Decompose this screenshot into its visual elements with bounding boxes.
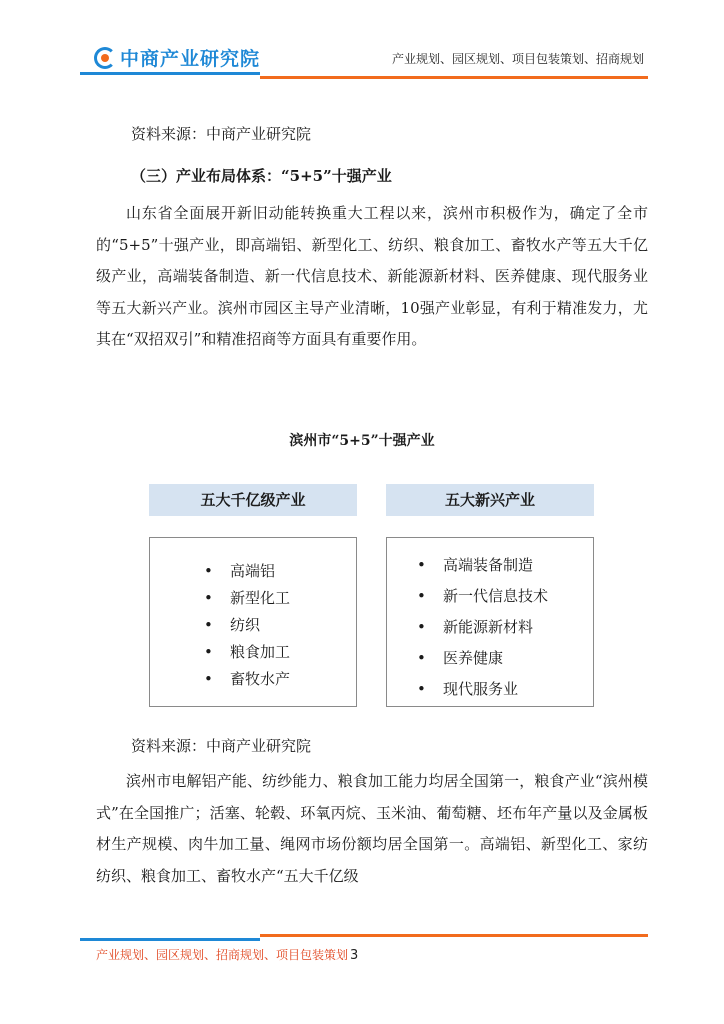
logo-icon [94, 47, 116, 69]
industry-item [204, 639, 356, 666]
industry-item [204, 612, 356, 639]
header-divider-orange [260, 76, 648, 79]
page-header [0, 0, 724, 80]
source-note-bottom: 资料来源：中商产业研究院 [131, 737, 312, 755]
company-logo [94, 44, 260, 71]
header-tagline: 产业规划、园区规划、项目包装策划、招商规划 [391, 52, 644, 66]
industry-item [204, 585, 356, 612]
industry-item-label: 粮食加工 [230, 643, 291, 661]
category-box-left [149, 537, 357, 707]
industry-list-right [387, 538, 593, 705]
category-header-left: 五大千亿级产业 [149, 484, 357, 516]
bullet-icon: • [204, 643, 213, 661]
category-box-right [386, 537, 594, 707]
source-note-top: 资料来源：中商产业研究院 [131, 125, 312, 143]
industry-item [417, 581, 593, 612]
page-footer [96, 946, 358, 963]
bullet-icon: • [204, 670, 213, 688]
industry-item-label: 纺织 [230, 616, 261, 634]
industry-item [204, 666, 356, 693]
header-divider-blue [80, 72, 260, 75]
bullet-icon: • [417, 587, 426, 605]
bullet-icon: • [204, 616, 213, 634]
industry-item-label: 高端装备制造 [443, 556, 534, 574]
industry-item-label: 新能源新材料 [443, 618, 534, 636]
industry-item [417, 612, 593, 643]
bullet-icon: • [204, 562, 213, 580]
bullet-icon: • [417, 649, 426, 667]
footer-divider-orange [260, 934, 648, 937]
industry-item [417, 550, 593, 581]
category-header-right: 五大新兴产业 [386, 484, 594, 516]
paragraph-detail: 滨州市电解铝产能、纺纱能力、粮食加工能力均居全国第一，粮食产业“滨州模式”在全国推广；活塞、轮毂、环氧丙烷、玉米油、葡萄糖、坯布年产量以及金属板材生产规模、肉牛加工量、绳网市场份额均居全国第一。高端铝、新型化工、家纺纺织、粮食加工、畜牧水产“五大千亿级 [96, 772, 648, 885]
bullet-icon: • [417, 618, 426, 636]
footer-tagline: 产业规划、园区规划、招商规划、项目包装策划 [96, 948, 349, 962]
section-title: （三）产业布局体系：“5+5”十强产业 [131, 167, 392, 185]
logo-text: 中商产业研究院 [120, 48, 261, 70]
industry-item-label: 现代服务业 [443, 680, 519, 698]
bullet-icon: • [204, 589, 213, 607]
figure-title: 滨州市“5+5”十强产业 [289, 433, 435, 449]
footer-divider-blue [80, 938, 260, 941]
industry-list-left [150, 538, 356, 693]
industry-item [417, 674, 593, 705]
industry-item-label: 新一代信息技术 [443, 587, 549, 605]
bullet-icon: • [417, 556, 426, 574]
bullet-icon: • [417, 680, 426, 698]
industry-item-label: 医养健康 [443, 649, 504, 667]
industry-item-label: 高端铝 [230, 562, 276, 580]
industry-item-label: 新型化工 [230, 589, 291, 607]
paragraph-intro: 山东省全面展开新旧动能转换重大工程以来，滨州市积极作为，确定了全市的“5+5”十强产业，即高端铝、新型化工、纺织、粮食加工、畜牧水产等五大千亿级产业，高端装备制造、新一代信息技术、新能源新材料、医养健康、现代服务业等五大新兴产业。滨州市园区主导产业清晰，10强产业彰显，有利于精准发力，尤其在“双招双引”和精准招商等方面具有重要作用。 [96, 204, 648, 349]
industry-item [204, 558, 356, 585]
page-number: 3 [350, 948, 359, 963]
industry-item-label: 畜牧水产 [230, 670, 291, 688]
industry-item [417, 643, 593, 674]
